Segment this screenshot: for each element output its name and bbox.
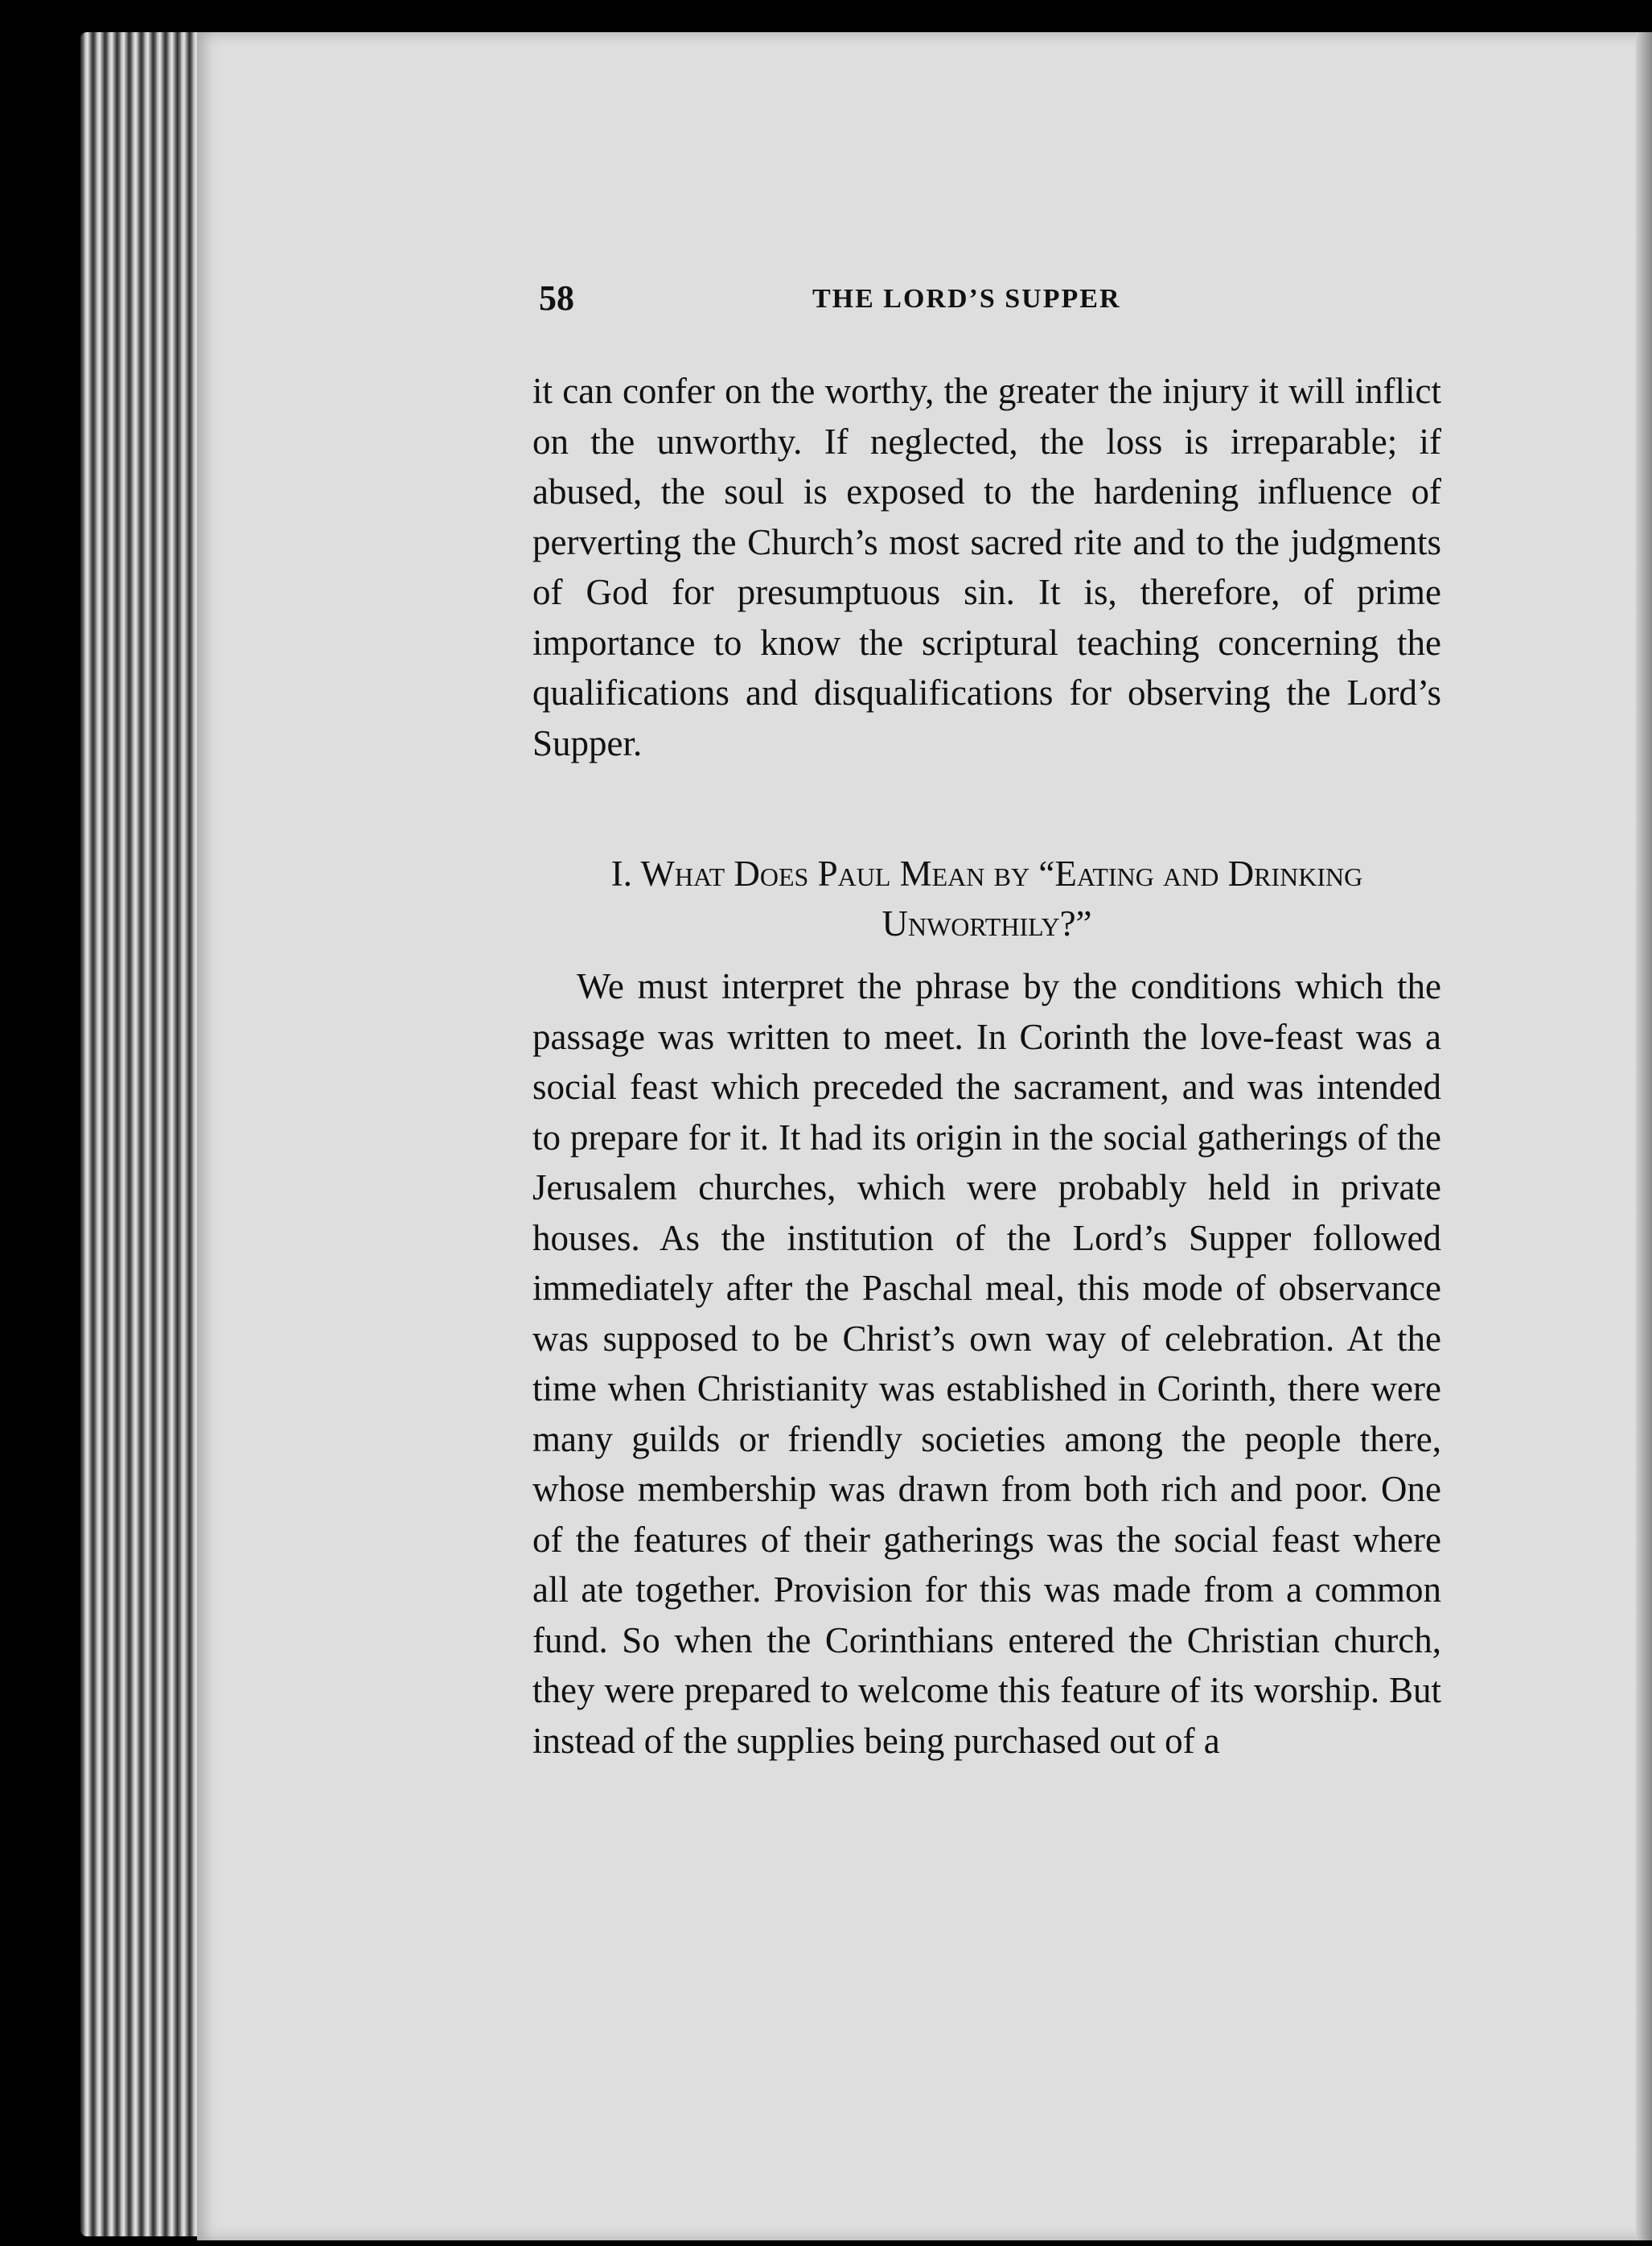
page-header (539, 278, 1448, 334)
page-number: 58 (539, 278, 574, 318)
body-paragraph: We must interpret the phrase by the conditions which the passage was written to meet. In Corinth the love-feast was a social feast which preceded the sacrament, and was intended to prepare for it. It had its origin in the social gatherings of the Jerusalem churches, which were probably held in private houses. As the institution of the Lord’s Supper followed immediately after the Paschal meal, this mode of observance was supposed to be Christ’s own way of celebration. At the time when Christianity was established in Corinth, there were many guilds or friendly societies among the people there, whose membership was drawn from both rich and poor. One of the features of their gatherings was the social feast where all ate together. Provision for this was made from a common fund. So when the Corinthians entered the Christian church, they were prepared to welcome this feature of its worship. But instead of the supplies being purchased out of a (532, 966, 1441, 1761)
section-heading: I. What Does Paul Mean by “Eating and Drinking Unworthily?” (610, 854, 1363, 944)
body-paragraph: it can confer on the worthy, the greater the injury it will inflict on the unworthy. If neglected, the loss is irreparable; if abused, the soul is exposed to the hardening influence of perverting the Church’s most sacred rite and to the judgments of God for presumptuous sin. It is, therefore, of prime importance to know the scriptural teaching concerning the qualifications and disqualifications for observing the Lord’s Supper. (532, 371, 1441, 763)
running-head: THE LORD’S SUPPER (812, 284, 1121, 314)
page-right-edge (1636, 32, 1652, 2240)
